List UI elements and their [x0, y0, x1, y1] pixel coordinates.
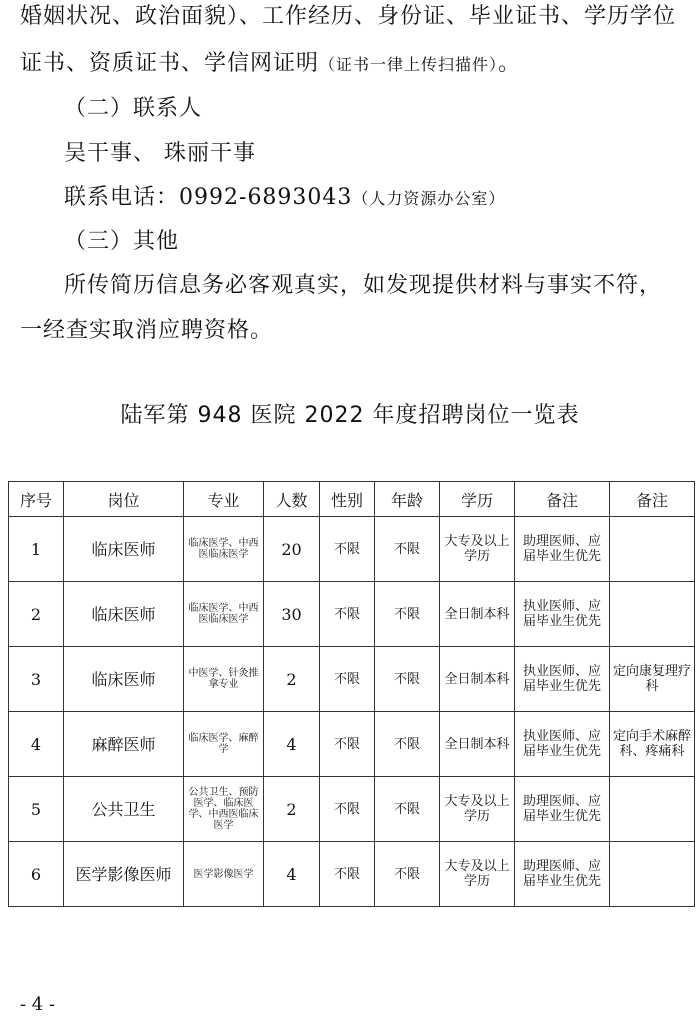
other-paragraph-line-2: 一经查实取消应聘资格。	[20, 318, 274, 343]
cell-gender: 不限	[320, 712, 375, 777]
header-gender: 性别	[320, 482, 375, 517]
cell-post: 临床医师	[64, 517, 184, 582]
cell-count: 30	[264, 582, 320, 647]
cell-education: 全日制本科	[440, 582, 515, 647]
table-row	[9, 647, 695, 712]
cell-post: 公共卫生	[64, 777, 184, 842]
cell-remark: 执业医师、应届毕业生优先	[515, 712, 610, 777]
other-paragraph-line-1: 所传简历信息务必客观真实，如发现提供材料与事实不符，	[64, 273, 663, 298]
header-education: 学历	[440, 482, 515, 517]
cell-post: 临床医师	[64, 647, 184, 712]
cell-age: 不限	[375, 842, 440, 907]
cell-age: 不限	[375, 517, 440, 582]
cell-no: 4	[9, 712, 64, 777]
page-number: - 4 -	[20, 994, 56, 1015]
header-count: 人数	[264, 482, 320, 517]
cell-post: 临床医师	[64, 582, 184, 647]
table-row	[9, 777, 695, 842]
cell-post: 麻醉医师	[64, 712, 184, 777]
cell-gender: 不限	[320, 777, 375, 842]
cell-no: 5	[9, 777, 64, 842]
cell-remark: 助理医师、应届毕业生优先	[515, 842, 610, 907]
cell-remark-2: 定向手术麻醉科、疼痛科	[610, 712, 695, 777]
cell-major: 临床医学、中西医临床医学	[184, 517, 264, 582]
cell-major: 临床医学、中西医临床医学	[184, 582, 264, 647]
cell-major: 临床医学、麻醉学	[184, 712, 264, 777]
header-age: 年龄	[375, 482, 440, 517]
cell-gender: 不限	[320, 517, 375, 582]
cell-education: 大专及以上学历	[440, 842, 515, 907]
table-row	[9, 842, 695, 907]
cell-remark: 执业医师、应届毕业生优先	[515, 582, 610, 647]
cell-major: 医学影像医学	[184, 842, 264, 907]
cell-remark-2	[610, 517, 695, 582]
cell-education: 全日制本科	[440, 712, 515, 777]
table-title: 陆军第 948 医院 2022 年度招聘岗位一览表	[120, 403, 580, 428]
cell-gender: 不限	[320, 647, 375, 712]
cell-age: 不限	[375, 582, 440, 647]
contact-heading: （二）联系人	[64, 96, 203, 121]
contact-phone	[64, 183, 505, 214]
header-no: 序号	[9, 482, 64, 517]
cell-education: 全日制本科	[440, 647, 515, 712]
cell-gender: 不限	[320, 582, 375, 647]
certificates-text: 证书、资质证书、学信网证明	[20, 51, 320, 76]
cell-gender: 不限	[320, 842, 375, 907]
cell-remark-2: 定向康复理疗科	[610, 647, 695, 712]
cell-major: 中医学、针灸推拿专业	[184, 647, 264, 712]
cell-no: 6	[9, 842, 64, 907]
phone-number: 0992-6893043	[179, 185, 353, 210]
header-major: 专业	[184, 482, 264, 517]
cell-remark: 助理医师、应届毕业生优先	[515, 517, 610, 582]
cell-count: 2	[264, 647, 320, 712]
cell-age: 不限	[375, 647, 440, 712]
upload-note: （证书一律上传扫描件）	[319, 55, 499, 74]
cell-remark-2	[610, 582, 695, 647]
header-post: 岗位	[64, 482, 184, 517]
cell-remark: 执业医师、应届毕业生优先	[515, 647, 610, 712]
table-row	[9, 517, 695, 582]
cell-age: 不限	[375, 777, 440, 842]
cell-remark-2	[610, 777, 695, 842]
phone-note: （人力资源办公室）	[352, 189, 506, 208]
cell-major: 公共卫生、预防医学、临床医学、中西医临床医学	[184, 777, 264, 842]
cell-count: 4	[264, 842, 320, 907]
cell-no: 1	[9, 517, 64, 582]
text-line-1: 婚姻状况、政治面貌）、工作经历、身份证、毕业证书、学历学位	[20, 4, 677, 29]
header-remark-2: 备注	[610, 482, 695, 517]
cell-no: 3	[9, 647, 64, 712]
cell-count: 2	[264, 777, 320, 842]
table-row	[9, 712, 695, 777]
header-remark: 备注	[515, 482, 610, 517]
cell-remark: 助理医师、应届毕业生优先	[515, 777, 610, 842]
contact-names: 吴干事、 珠丽干事	[64, 141, 256, 166]
table-row	[9, 582, 695, 647]
cell-remark-2	[610, 842, 695, 907]
cell-count: 20	[264, 517, 320, 582]
period: 。	[498, 51, 522, 76]
phone-label: 联系电话：	[64, 185, 180, 210]
other-heading: （三）其他	[64, 229, 180, 254]
cell-age: 不限	[375, 712, 440, 777]
cell-education: 大专及以上学历	[440, 517, 515, 582]
cell-count: 4	[264, 712, 320, 777]
table-header-row	[9, 482, 695, 517]
recruitment-table	[8, 481, 695, 907]
cell-post: 医学影像医师	[64, 842, 184, 907]
cell-no: 2	[9, 582, 64, 647]
text-line-2	[20, 49, 521, 80]
cell-education: 大专及以上学历	[440, 777, 515, 842]
